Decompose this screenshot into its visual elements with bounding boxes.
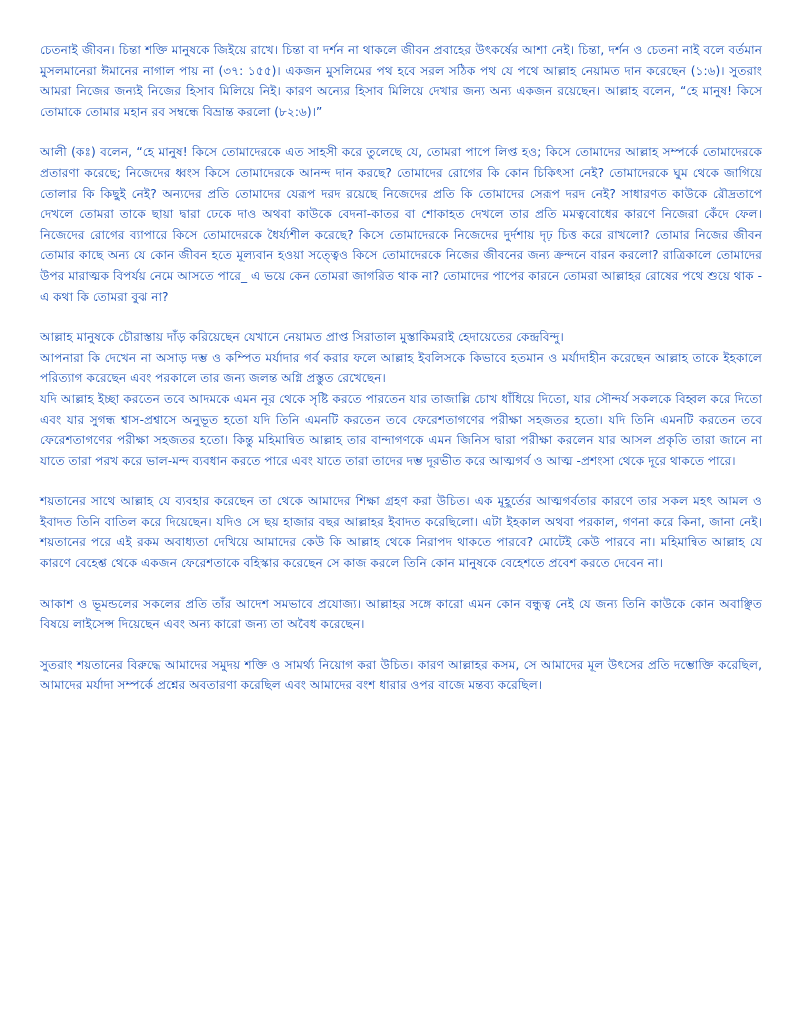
paragraph-satan-lesson: শয়তানের সাথে আল্লাহ যে ব্যবহার করেছেন তা থেকে আমাদের শিক্ষা গ্রহণ করা উচিত। এক মূহূর্তের আত্মগর্বতার কারণে তার সকল মহৎ আমল ও ইবাদত তিনি বাতিল করে দিয়েছেন। যদিও সে ছয় হাজার বছর আল্লাহর ইবাদত করেছিলো। এটা ইহকাল অথবা পরকাল, গণনা করে কিনা, জানা নেই। শয়তানের পরে এই রকম অবাধ্যতা দেখিয়ে আমাদের কেউ কি আল্লাহ থেকে নিরাপদ থাকতে পারবে? মোটেই কেউ পারবে না। মহিমান্বিত আল্লাহ যে কারণে বেহেশ্ত থেকে একজন ফেরেশতাকে বহিস্কার করেছেন সে কাজ করলে তিনি কোন মানুষকে বেহেশতে প্রবেশ করতে দেবেন না। bbox=[40, 494, 762, 571]
paragraph-consciousness: চেতনাই জীবন। চিন্তা শক্তি মানুষকে জিইয়ে রাখে। চিন্তা বা দর্শন না থাকলে জীবন প্রবাহের উৎকর্ষের আশা নেই। চিন্তা, দর্শন ও চেতনা নাই বলে বর্তমান মুসলমানেরা ঈমানের নাগাল পায় না (৩৭: ১৫৫)। একজন মুসলিমের পথ হবে সরল সঠিক পথ যে পথে আল্লাহ নেয়ামত দান করেছেন (১:৬)। সুতরাং আমরা নিজের জন্যই নিজের হিসাব মিলিয়ে নিই। কারণ অন্যের হিসাব মিলিয়ে দেখার জন্য অন্য একজন রয়েছেন। আল্লাহ বলেন, “হে মানুষ! কিসে তোমাকে তোমার মহান রব সম্বন্ধে বিভ্রান্ত করলো (৮২:৬)।” bbox=[40, 43, 762, 119]
paragraph-crossroads: আল্লাহ মানুষকে চৌরাস্তায় দাঁড় করিয়েছেন যেখানে নেয়ামত প্রাপ্ত সিরাতাল মুস্তাকিমরাই হেদায়েতের কেন্দ্রবিন্দু। bbox=[40, 330, 564, 345]
paragraph-iblis-pride: আপনারা কি দেখেন না অসাড় দম্ভ ও কম্পিত মর্যাদার গর্ব করার ফলে আল্লাহ ইবলিসকে কিভাবে হতমান ও মর্যাদাহীন করেছেন আল্লাহ তাকে ইহকালে পরিত্যাগ করেছেন এবং পরকালে তার জন্য জলন্ত অগ্নি প্রস্তুত রেখেছেন। bbox=[40, 350, 762, 386]
paragraph-heavens-earth: আকাশ ও ভূমন্ডলের সকলের প্রতি তাঁর আদেশ সমভাবে প্রযোজ্য। আল্লাহর সঙ্গে কারো এমন কোন বন্ধুত্ব নেই যে জন্য তিনি কাউকে কোন অবাঞ্ছিত বিষয়ে লাইসেন্স দিয়েছেন এবং অন্য কারো জন্য তা অবৈধ করেছেন। bbox=[40, 596, 762, 632]
document-page bbox=[40, 40, 762, 696]
paragraph-against-satan: সুতরাং শয়তানের বিরুদ্ধে আমাদের সমুদয় শক্তি ও সামর্থ্য নিয়োগ করা উচিত। কারণ আল্লাহর কসম, সে আমাদের মূল উৎসের প্রতি দম্ভোক্তি করেছিল, আমাদের মর্যাদা সম্পর্কে প্রশ্নের অবতারণা করেছিল এবং আমাদের বংশ ধারার ওপর বাজে মন্তব্য করেছিল। bbox=[40, 657, 762, 693]
paragraph-ali-quote: আলী (কঃ) বলেন, “হে মানুষ! কিসে তোমাদেরকে এত সাহসী করে তুলেছে যে, তোমরা পাপে লিপ্ত হও; কিসে তোমাদের আল্লাহ সম্পর্কে তোমাদেরকে প্রতারণা করেছে; নিজেদের ধ্বংস কিসে তোমাদেরকে আনন্দ দান করছে? তোমাদের রোগের কি কোন চিকিৎসা নেই? তোমাদেরকে ঘুম থেকে জাগিয়ে তোলার কি কিছুই নেই? অন্যদের প্রতি তোমাদের যেরূপ দরদ রয়েছে নিজেদের প্রতি কি তোমাদের সেরূপ দরদ নেই? সাধারণত কাউকে রৌদ্রতাপে দেখলে তোমরা তাকে ছায়া দ্বারা ঢেকে দাও অথবা কাউকে বেদনা-কাতর বা শোকাহত দেখলে তার প্রতি মমত্ববোধের কারণে নিজেরা কেঁদে ফেল। নিজেদের রোগের ব্যাপারে কিসে তোমাদেরকে ধৈর্য্যশীল করেছে? কিসে তোমাদেরকে নিজেদের দুর্দশায় দৃঢ় চিত্ত করে রাখলো? তোমার নিজের জীবন তোমার কাছে অন্য যে কোন জীবন হতে মূল্যবান হওয়া সত্ত্বেও কিসে তোমাদেরকে নিজের জীবনের জন্য ক্রন্দনে বারন করলো? রাত্রিকালে তোমাদের উপর মারাত্মক বিপর্যয় নেমে আসতে পারে_ এ ভয়ে কেন তোমরা জাগরিত থাক না? তোমাদের পাপের কারনে তোমরা আল্লাহর রোষের পথে শুয়ে থাক - এ কথা কি তোমরা বুঝ না? bbox=[40, 145, 762, 304]
paragraph-adam-creation: যদি আল্লাহ ইচ্ছা করতেন তবে আদমকে এমন নূর থেকে সৃষ্টি করতে পারতেন যার তাজাল্লি চোখ ধাঁধিয়ে দিতো, যার সৌন্দর্য সকলকে বিহ্বল করে দিতো এবং যার সুগন্ধ শ্বাস-প্রশ্বাসে অনুভূত হতো যদি তিনি এমনটি করতেন তবে ফেরেশতাগণের পরীক্ষা সহজতর হতো। যদি তিনি এমনটি করতেন তবে ফেরেশতাগণের পরীক্ষা সহজতর হতো। কিন্তু মহিমান্বিত আল্লাহ তার বান্দাগণকে এমন জিনিস দ্বারা পরীক্ষা করলেন যার আসল প্রকৃতি তারা জানে না যাতে তারা পরখ করে ভাল-মন্দ ব্যবধান করতে পারে এবং যাতে তারা তাদের দম্ভ দূরভীত করে আত্মগর্ব ও আত্ম -প্রশংসা থেকে দূরে থাকতে পারে। bbox=[40, 391, 762, 468]
